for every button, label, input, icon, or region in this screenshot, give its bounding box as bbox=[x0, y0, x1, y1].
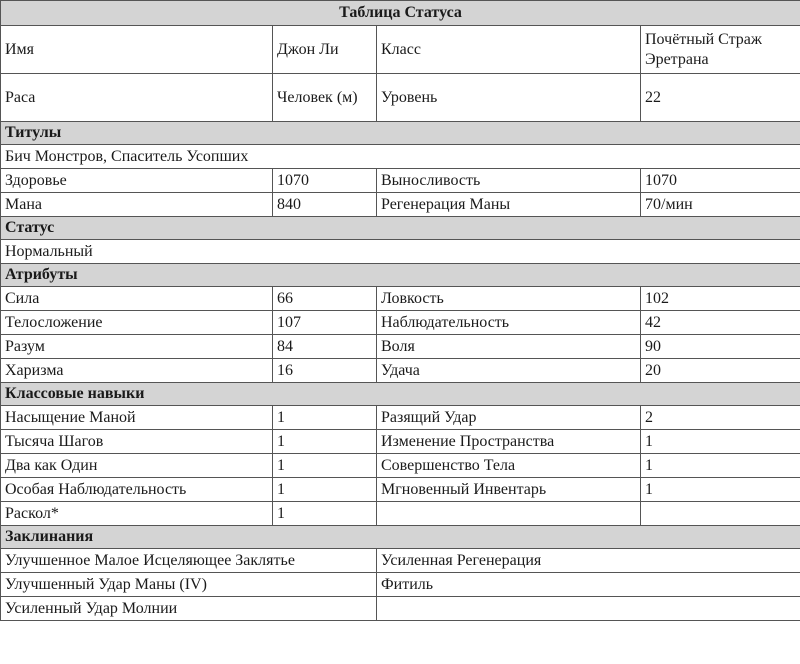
skill-label: Тысяча Шагов bbox=[1, 430, 273, 454]
table-row bbox=[1, 502, 800, 526]
spell-name: Усиленный Удар Молнии bbox=[1, 597, 377, 621]
stat-label: Мана bbox=[1, 193, 273, 217]
status-row bbox=[1, 240, 800, 264]
table-row bbox=[1, 359, 800, 383]
attribute-value: 20 bbox=[641, 359, 800, 383]
attribute-value: 84 bbox=[273, 335, 377, 359]
skill-level: 1 bbox=[641, 478, 800, 502]
attribute-label: Телосложение bbox=[1, 311, 273, 335]
table-row bbox=[1, 406, 800, 430]
stat-value: 840 bbox=[273, 193, 377, 217]
table-row bbox=[1, 597, 800, 621]
class-value: Почётный Страж Эретрана bbox=[641, 26, 800, 74]
spells-section-header bbox=[1, 526, 800, 549]
empty-cell bbox=[377, 502, 641, 526]
skill-label: Изменение Пространства bbox=[377, 430, 641, 454]
skill-level: 2 bbox=[641, 406, 800, 430]
stat-value: 70/мин bbox=[641, 193, 800, 217]
table-row bbox=[1, 454, 800, 478]
stat-label: Выносливость bbox=[377, 169, 641, 193]
skill-label: Особая Наблюдательность bbox=[1, 478, 273, 502]
stat-label: Регенерация Маны bbox=[377, 193, 641, 217]
table-row bbox=[1, 335, 800, 359]
attribute-label: Наблюдательность bbox=[377, 311, 641, 335]
attribute-value: 90 bbox=[641, 335, 800, 359]
skill-label: Разящий Удар bbox=[377, 406, 641, 430]
skill-level: 1 bbox=[273, 406, 377, 430]
skill-level: 1 bbox=[273, 454, 377, 478]
race-value: Человек (м) bbox=[273, 74, 377, 122]
skill-label: Совершенство Тела bbox=[377, 454, 641, 478]
race-label: Раса bbox=[1, 74, 273, 122]
empty-cell bbox=[377, 597, 800, 621]
attribute-label: Сила bbox=[1, 287, 273, 311]
status-value: Нормальный bbox=[1, 240, 800, 264]
level-value: 22 bbox=[641, 74, 800, 122]
skill-label: Два как Один bbox=[1, 454, 273, 478]
titles-section-header bbox=[1, 122, 800, 145]
race-row bbox=[1, 74, 800, 122]
attribute-value: 16 bbox=[273, 359, 377, 383]
spell-name: Фитиль bbox=[377, 573, 800, 597]
skill-level: 1 bbox=[641, 454, 800, 478]
spell-name: Улучшенное Малое Исцеляющее Заклятье bbox=[1, 549, 377, 573]
section-label: Статус bbox=[1, 217, 800, 240]
attribute-label: Харизма bbox=[1, 359, 273, 383]
class-label: Класс bbox=[377, 26, 641, 74]
spell-name: Усиленная Регенерация bbox=[377, 549, 800, 573]
titles-row bbox=[1, 145, 800, 169]
class-skills-section-header bbox=[1, 383, 800, 406]
table-title-row bbox=[1, 1, 800, 26]
level-label: Уровень bbox=[377, 74, 641, 122]
table-row bbox=[1, 430, 800, 454]
health-row bbox=[1, 169, 800, 193]
skill-label: Раскол* bbox=[1, 502, 273, 526]
section-label: Атрибуты bbox=[1, 264, 800, 287]
section-label: Заклинания bbox=[1, 526, 800, 549]
attribute-value: 102 bbox=[641, 287, 800, 311]
mana-row bbox=[1, 193, 800, 217]
titles-value: Бич Монстров, Спаситель Усопших bbox=[1, 145, 800, 169]
skill-level: 1 bbox=[641, 430, 800, 454]
skill-label: Насыщение Маной bbox=[1, 406, 273, 430]
stat-label: Здоровье bbox=[1, 169, 273, 193]
status-section-header bbox=[1, 217, 800, 240]
name-row bbox=[1, 26, 800, 74]
table-row bbox=[1, 549, 800, 573]
attribute-value: 42 bbox=[641, 311, 800, 335]
attribute-value: 66 bbox=[273, 287, 377, 311]
skill-level: 1 bbox=[273, 430, 377, 454]
stat-value: 1070 bbox=[273, 169, 377, 193]
table-row bbox=[1, 311, 800, 335]
name-label: Имя bbox=[1, 26, 273, 74]
attribute-value: 107 bbox=[273, 311, 377, 335]
attributes-section-header bbox=[1, 264, 800, 287]
attribute-label: Ловкость bbox=[377, 287, 641, 311]
spell-name: Улучшенный Удар Маны (IV) bbox=[1, 573, 377, 597]
stat-value: 1070 bbox=[641, 169, 800, 193]
table-row bbox=[1, 573, 800, 597]
name-value: Джон Ли bbox=[273, 26, 377, 74]
skill-level: 1 bbox=[273, 478, 377, 502]
section-label: Титулы bbox=[1, 122, 800, 145]
section-label: Классовые навыки bbox=[1, 383, 800, 406]
table-row bbox=[1, 287, 800, 311]
attribute-label: Разум bbox=[1, 335, 273, 359]
empty-cell bbox=[641, 502, 800, 526]
skill-level: 1 bbox=[273, 502, 377, 526]
skill-label: Мгновенный Инвентарь bbox=[377, 478, 641, 502]
attribute-label: Воля bbox=[377, 335, 641, 359]
attribute-label: Удача bbox=[377, 359, 641, 383]
table-title: Таблица Статуса bbox=[1, 1, 800, 26]
table-row bbox=[1, 478, 800, 502]
